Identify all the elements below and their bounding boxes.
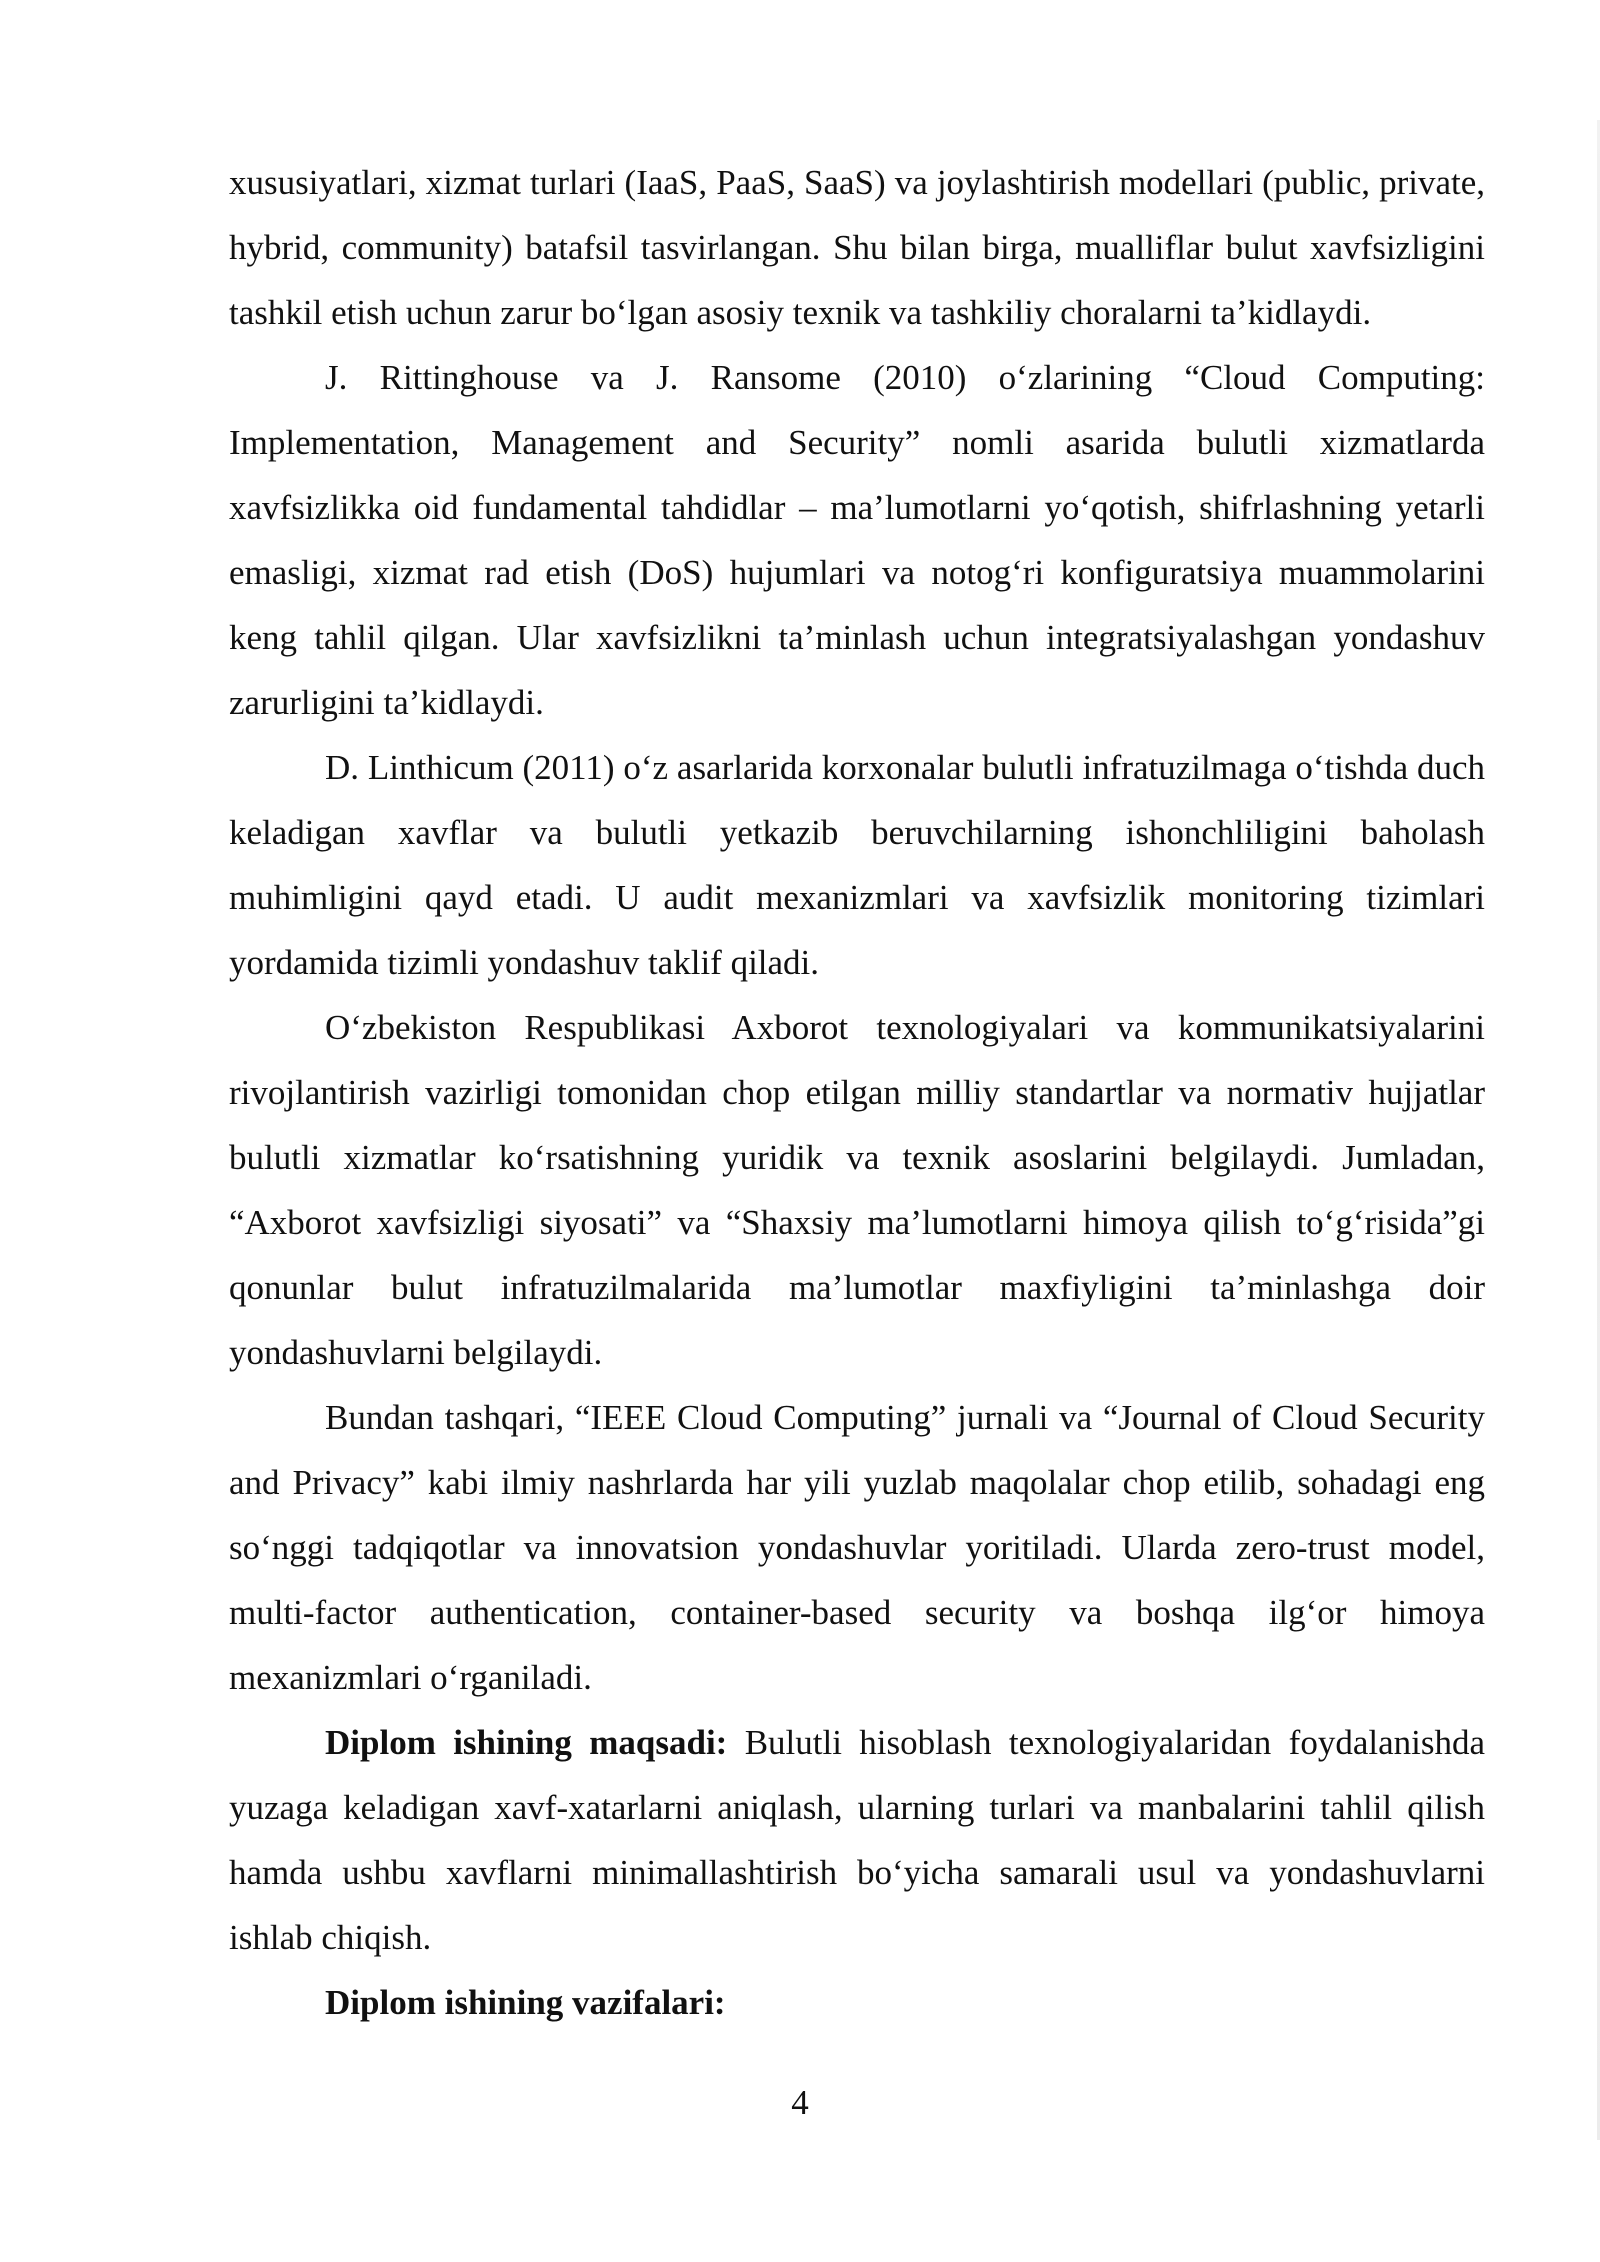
paragraph-text: O‘zbekiston Respublikasi Axborot texnologiyalari va kommunikatsiyalarini rivojlantirish vazirligi tomonidan chop etilgan milliy standartlar va normativ hujjatlar bulutli xizmatlar ko‘rsatishning yuridik va texnik asoslarini belgilaydi. Jumladan, “Axborot xavfsizligi siyosati” va “Shaxsiy ma’lumotlarni himoya qilish to‘g‘risida”gi qonunlar bulut infratuzilmalarida ma’lumotlar maxfiyligini ta’minlashga doir yondashuvlarni belgilaydi. (229, 1008, 1485, 1372)
page-number: 4 (791, 2083, 809, 2122)
paragraph-uzbekistan (229, 995, 1485, 1385)
paragraph-rittinghouse (229, 345, 1485, 735)
paragraph-text: J. Rittinghouse va J. Ransome (2010) o‘zlarining “Cloud Computing: Implementation, Management and Security” nomli asarida bulutli xizmatlarda xavfsizlikka oid fundamental tahdidlar – ma’lumotlarni yo‘qotish, shifrlashning yetarli emasligi, xizmat rad etish (DoS) hujumlari va notog‘ri konfiguratsiya muammolarini keng tahlil qilgan. Ular xavfsizlikni ta’minlash uchun integratsiyalashgan yondashuv zarurligini ta’kidlaydi. (229, 358, 1485, 722)
paragraph-goal (229, 1710, 1485, 1970)
body-text (229, 150, 1485, 2035)
paragraph-text: Bundan tashqari, “IEEE Cloud Computing” jurnali va “Journal of Cloud Security and Privacy” kabi ilmiy nashrlarda har yili yuzlab maqolalar chop etilib, sohadagi eng so‘nggi tadqiqotlar va innovatsion yondashuvlar yoritiladi. Ularda zero-trust model, multi-factor authentication, container-based security va boshqa ilg‘or himoya mexanizmlari o‘rganiladi. (229, 1398, 1485, 1697)
paragraph-text: xususiyatlari, xizmat turlari (IaaS, PaaS, SaaS) va joylashtirish modellari (public, private, hybrid, community) batafsil tasvirlangan. Shu bilan birga, mualliflar bulut xavfsizligini tashkil etish uchun zarur bo‘lgan asosiy texnik va tashkiliy choralarni ta’kidlaydi. (229, 163, 1485, 332)
paragraph-tasks (229, 1970, 1485, 2035)
paragraph-continuation (229, 150, 1485, 345)
paragraph-text: D. Linthicum (2011) o‘z asarlarida korxonalar bulutli infratuzilmaga o‘tishda duch keladigan xavflar va bulutli yetkazib beruvchilarning ishonchliligini baholash muhimligini qayd etadi. U audit mexanizmlari va xavfsizlik monitoring tizimlari yordamida tizimli yondashuv taklif qiladi. (229, 748, 1485, 982)
goal-heading: Diplom ishining maqsadi: (325, 1723, 728, 1762)
paragraph-text: Bulutli hisoblash texnologiyalaridan foydalanishda yuzaga keladigan xavf-xatarlarni aniqlash, ularning turlari va manbalarini tahlil qilish hamda ushbu xavflarni minimallashtirish bo‘yicha samarali usul va yondashuvlarni ishlab chiqish. (229, 1723, 1485, 1957)
tasks-heading: Diplom ishining vazifalari: (325, 1983, 726, 2022)
paragraph-ieee (229, 1385, 1485, 1710)
paragraph-linthicum (229, 735, 1485, 995)
